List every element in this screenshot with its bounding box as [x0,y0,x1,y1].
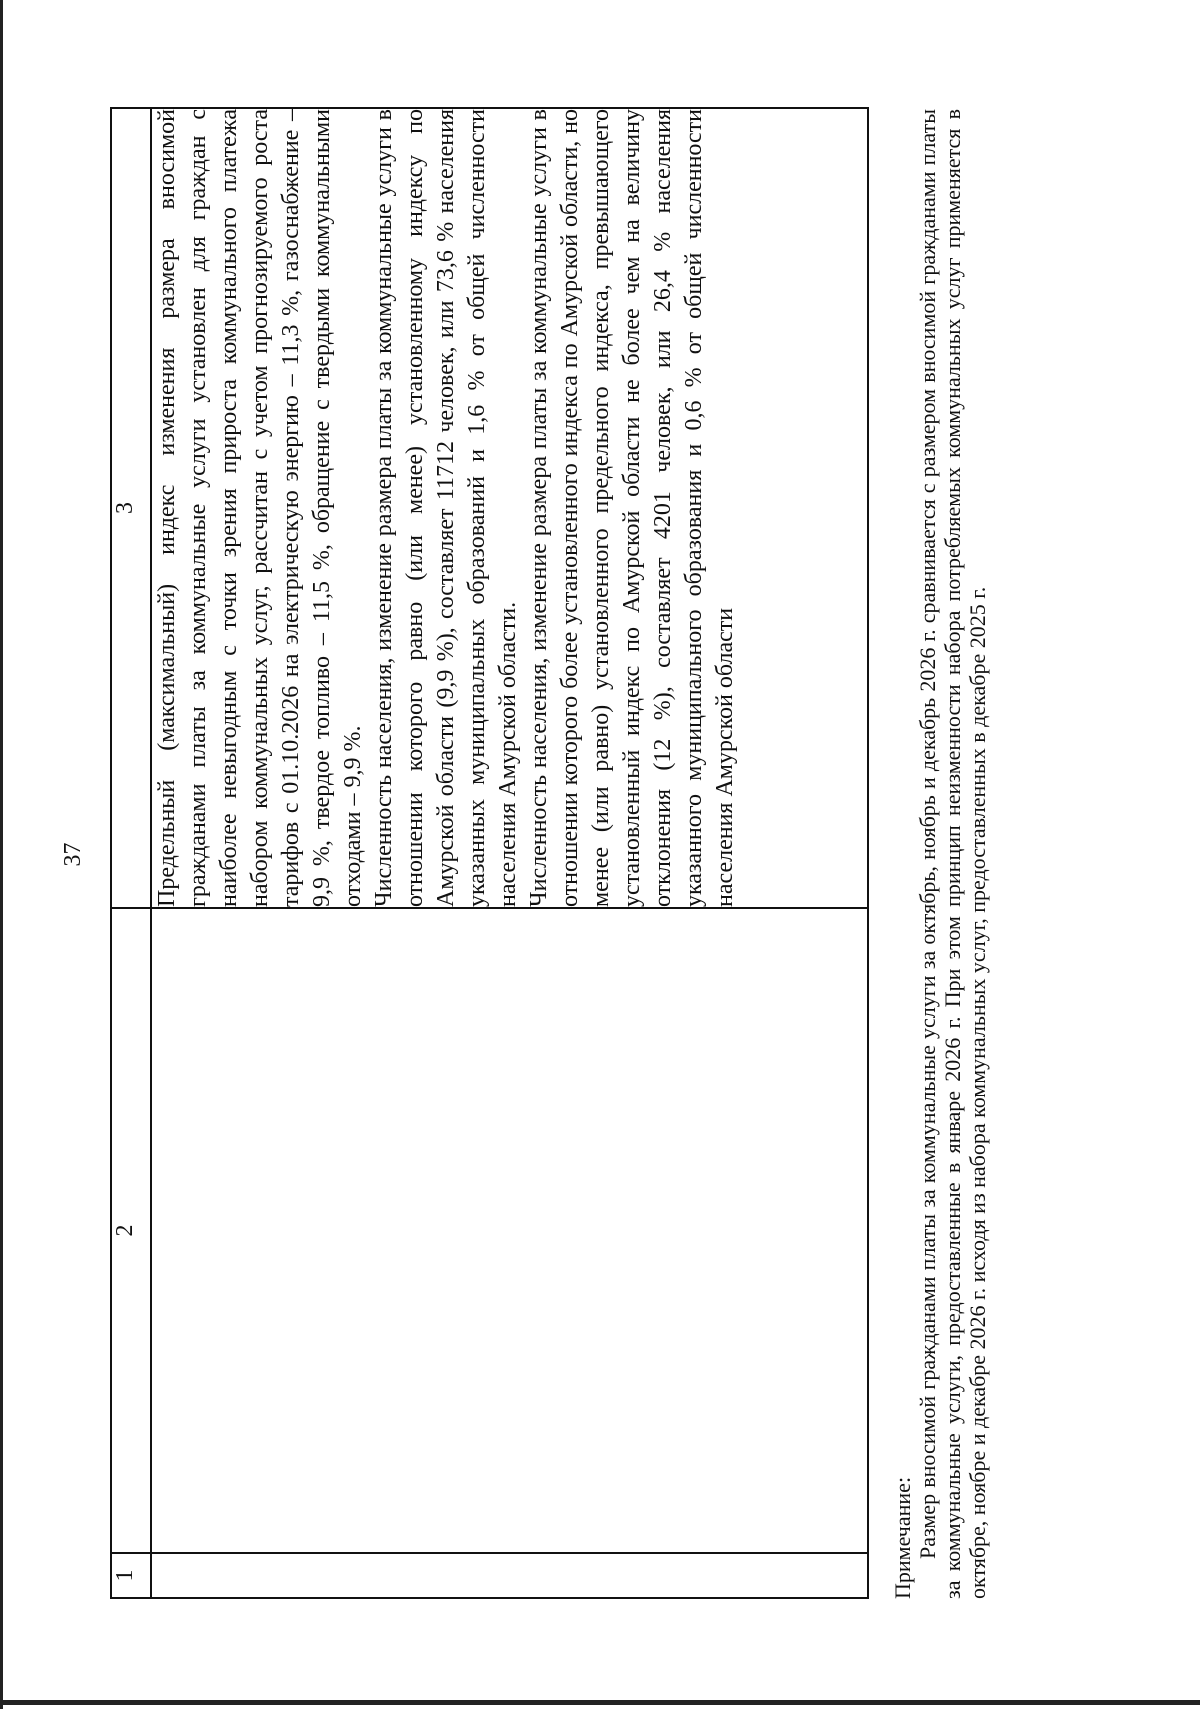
data-table [110,107,869,1599]
column-header-2: 2 [111,908,151,1553]
table-cell-col2 [151,908,868,1553]
paragraph-index-description: Предельный (максимальный) индекс изменения размера вносимой гражданами платы за коммунальные услуги установлен для граждан с наиболее невыгодным с точки зрения прироста коммунального платежа набором коммунальных услуг, рассчитан с учетом прогнозируемого роста тарифов с 01.10.2026 на электрическую энергию – 11,3 %, газоснабжение – 9,9 %, твердое топливо – 11,5 %, обращение с твердыми коммунальными отходами – 9,9 %. [154,109,366,907]
notes-text: Размер вносимой гражданами платы за коммунальные услуги за октябрь, ноябрь и декабрь 2026 г. сравнивается с размером вносимой гражданами платы за коммунальные услуги, предоставленные в январе 2026 г. При этом принцип неизменности набора потребляемых коммунальных услуг применяется в октябре, ноябре и декабре 2026 г. исходя из набора коммунальных услуг, предоставленных в декабре 2025 г. [915,109,990,1599]
column-header-3: 3 [111,108,151,908]
paragraph-population-within-index: Численность населения, изменение размера платы за коммунальные услуги в отношении которого равно (или менее) установленному индексу по Амурской области (9,9 %), составляет 11712 человек, или 73,6 % населения указанных муниципальных образований и 1,6 % от общей численности населения Амурской области. [371,109,521,907]
paragraph-population-above-index: Численность населения, изменение размера платы за коммунальные услуги в отношении которого более установленного индекса по Амурской области, но менее (или равно) установленного предельного индекса, превышающего установленный индекс по Амурской области не более чем на величину отклонения (12 %), составляет 4201 человек, или 26,4 % населения указанного муниципального образования и 0,6 % от общей численности населения Амурской области [526,109,738,907]
page-number: 37 [60,842,86,867]
table-row [151,108,868,1598]
notes-title: Примечание: [890,1476,915,1599]
notes-block [890,109,990,1599]
table-header-row [111,108,151,1598]
table-cell-col1 [151,1553,868,1598]
column-header-1: 1 [111,1553,151,1598]
table-cell-col3 [151,108,868,908]
